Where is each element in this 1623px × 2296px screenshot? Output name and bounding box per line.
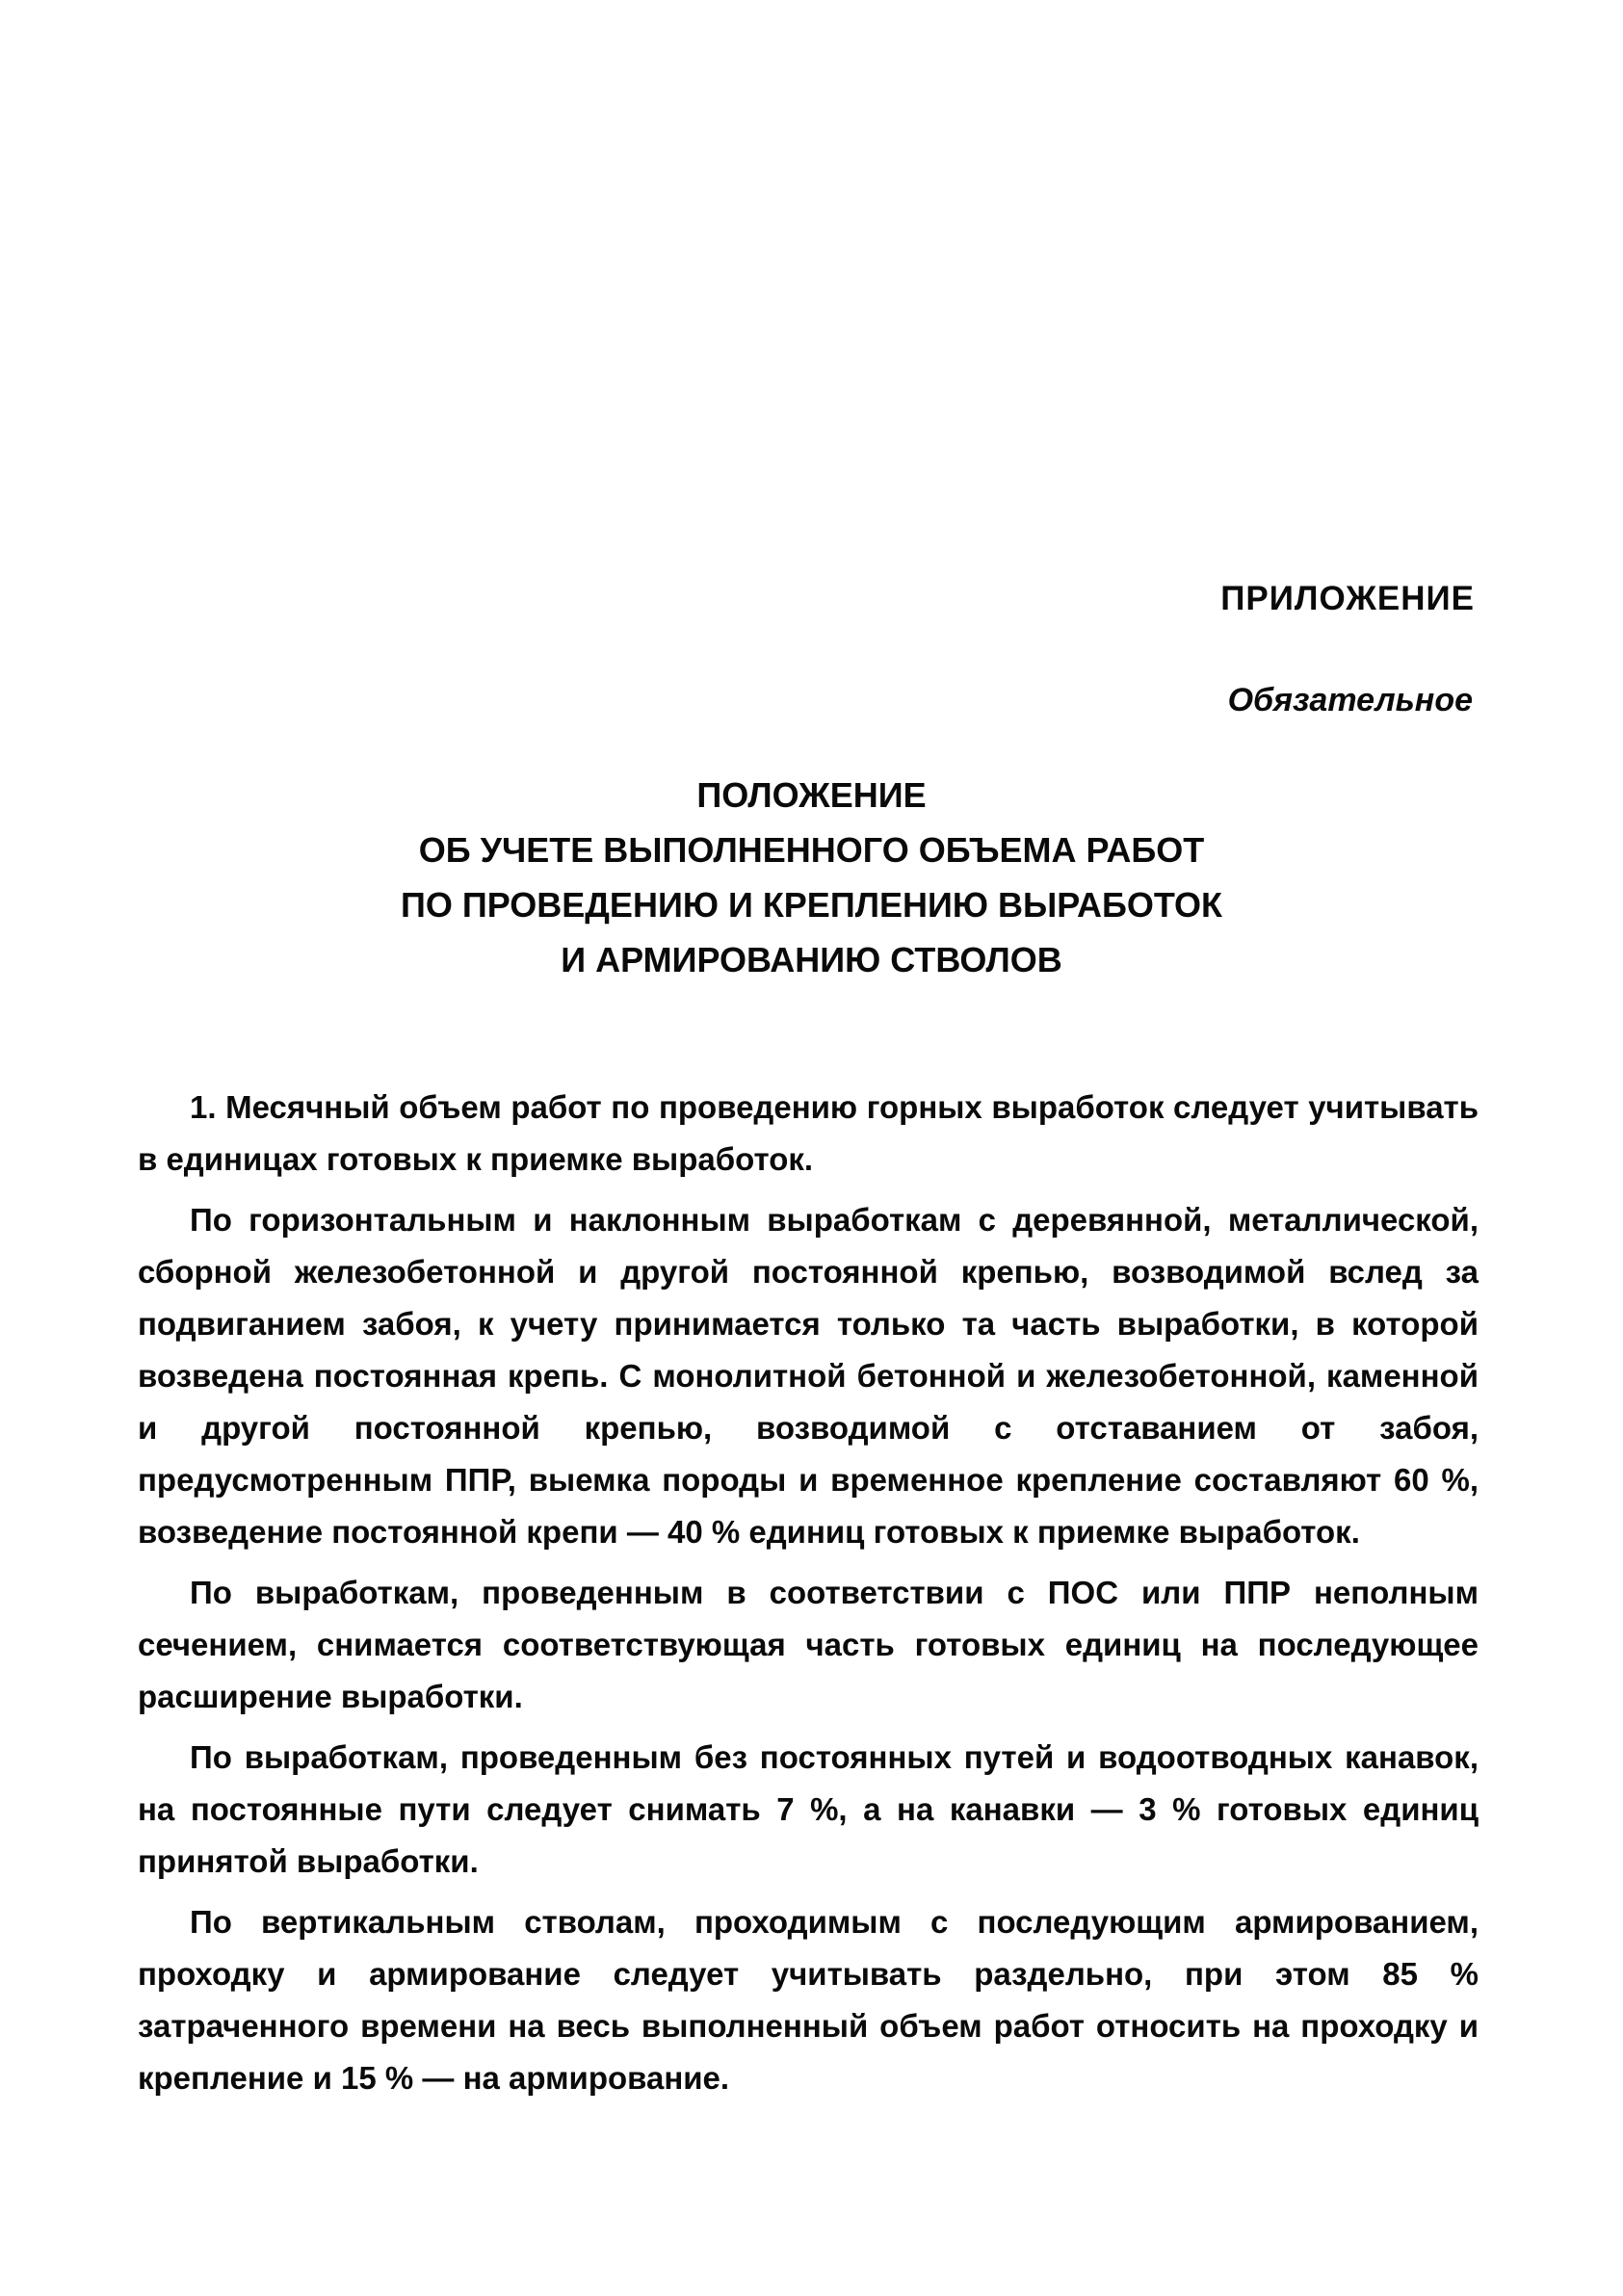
title-line: И АРМИРОВАНИЮ СТВОЛОВ — [561, 940, 1062, 979]
item-number: 1. — [190, 1089, 217, 1125]
paragraph: По выработкам, проведенным без постоянных путей и водоотводных канавок, на постоянные пути следует снимать 7 %, а на канавки — 3 % готовых единиц принятой выработки. — [138, 1739, 1479, 1879]
paragraph: По горизонтальным и наклонным выработкам с деревянной, металлической, сборной железобетонной и другой постоянной крепью, возводимой вслед за подвиганием забоя, к учету принимается только та часть выработки, в которой возведена постоянная крепь. С монолитной бетонной и железобетонной, каменной и другой постоянной крепью, возводимой с отставанием от забоя, предусмотренным ППР, выемка породы и временное крепление составляют 60 %, возведение постоянной крепи — 40 % единиц готовых к приемке выработок. — [138, 1202, 1479, 1550]
document-body — [138, 1082, 1479, 2113]
paragraph: По вертикальным стволам, проходимым с последующим армированием, проходку и армирование следует учитывать раздельно, при этом 85 % затраченного времени на весь выполненный объем работ относить на проходку и крепление и 15 % — на армирование. — [138, 1904, 1479, 2096]
title-line: ПО ПРОВЕДЕНИЮ И КРЕПЛЕНИЮ ВЫРАБОТОК — [400, 885, 1222, 925]
paragraph — [138, 1082, 1479, 1186]
paragraph-text: Месячный объем работ по проведению горных выработок следует учитывать в единицах готовых к приемке выработок. — [138, 1089, 1479, 1177]
title-line: ОБ УЧЕТЕ ВЫПОЛНЕННОГО ОБЪЕМА РАБОТ — [418, 830, 1205, 870]
paragraph: По выработкам, проведенным в соответствии с ПОС или ППР неполным сечением, снимается соответствующая часть готовых единиц на последующее расширение выработки. — [138, 1575, 1479, 1714]
appendix-status: Обязательное — [1227, 682, 1473, 718]
appendix-label: ПРИЛОЖЕНИЕ — [1220, 580, 1475, 617]
document-title — [144, 768, 1479, 987]
title-line: ПОЛОЖЕНИЕ — [696, 775, 927, 815]
